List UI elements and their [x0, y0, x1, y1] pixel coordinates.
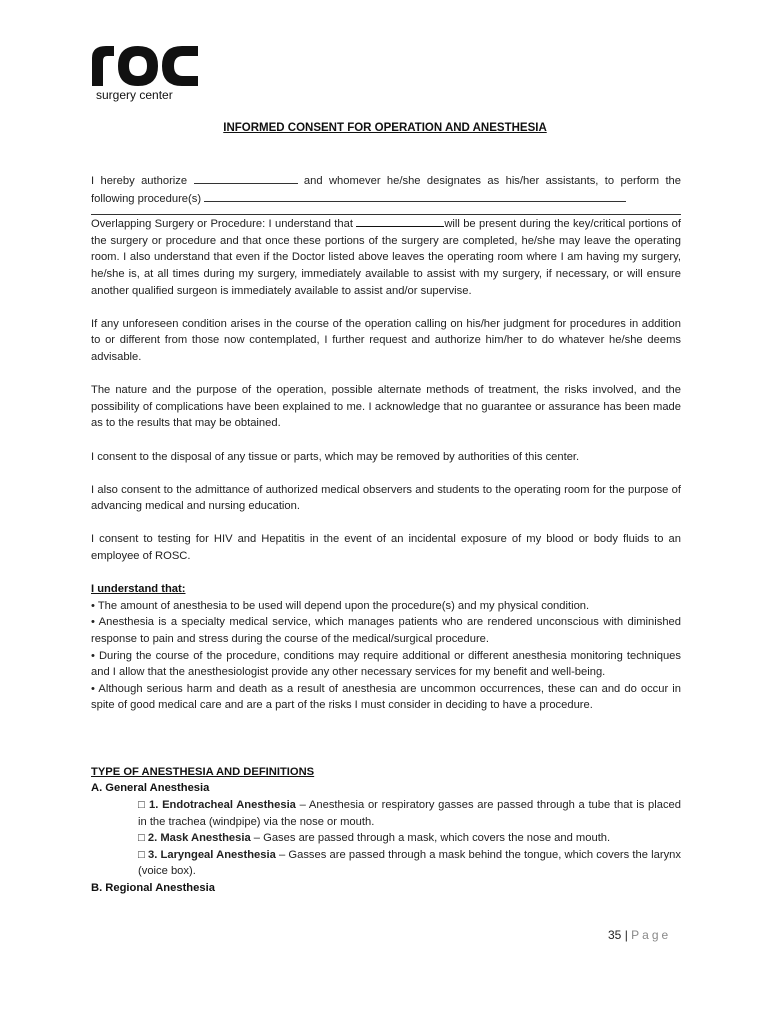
- option-name: 3. Laryngeal Anesthesia: [148, 848, 276, 861]
- option-name: 2. Mask Anesthesia: [147, 832, 251, 845]
- understand-bullet: • The amount of anesthesia to be used will depend upon the procedure(s) and my physical condition.: [91, 599, 590, 612]
- general-anesthesia-heading: A. General Anesthesia: [91, 782, 210, 795]
- option-name: 1. Endotracheal Anesthesia: [149, 798, 296, 811]
- document-body: [91, 172, 681, 897]
- checkbox-icon[interactable]: □: [138, 848, 145, 861]
- nature-paragraph: The nature and the purpose of the operation, possible alternate methods of treatment, the risks involved, and the possibility of complications have been explained to me. I acknowledge that no guarantee or assurance has been made as to the results that may be obtained.: [91, 384, 681, 430]
- overlap-text-2: will be present during the key/critical portions of the surgery or procedure and that once these portions of the surgery are completed, he/she may leave the operating room. I also understand that even if the Doctor listed above leaves the operating room where I am having my surgery, he/she is, at all times during my surgery, immediately available to assist with my surgery, if necessary, or will ensure another qualified surgeon is immediately available to assist and/or supervise.: [91, 218, 681, 297]
- roc-logo-mark: [90, 42, 202, 88]
- option-desc: – Gasses are passed through a mask behind the tongue, which covers the larynx (voice box).: [138, 848, 681, 878]
- anesthesia-option-endotracheal: [91, 797, 681, 830]
- understand-bullet: • During the course of the procedure, conditions may require additional or different anesthesia monitoring techniques and I allow that the anesthesiologist provide any other necessary services for my benefit and well-being.: [91, 649, 681, 679]
- authorize-paragraph: [91, 172, 681, 207]
- procedure-blank[interactable]: [204, 190, 626, 202]
- unforeseen-paragraph: If any unforeseen condition arises in the course of the operation calling on his/her judgment for procedures in addition to or different from those now contemplated, I further request and authorize him/her to do whatever he/she deems advisable.: [91, 317, 681, 363]
- understand-bullet: • Anesthesia is a specialty medical service, which manages patients who are rendered unconscious with diminished response to pain and stress during the course of the medical/surgical procedure.: [91, 616, 681, 646]
- roc-logo: [90, 42, 202, 104]
- overlap-text-1: Overlapping Surgery or Procedure: I understand that: [91, 218, 353, 231]
- authorize-text-1: I hereby authorize: [91, 175, 188, 187]
- disposal-paragraph: I consent to the disposal of any tissue or parts, which may be removed by authorities of this center.: [91, 450, 580, 463]
- checkbox-icon[interactable]: □: [138, 798, 146, 811]
- anesthesia-option-laryngeal: [91, 847, 681, 880]
- understand-bullet: • Although serious harm and death as a result of anesthesia are uncommon occurrences, these can and do occur in spite of good medical care and are a part of the risks I must consider in deciding to have a procedure.: [91, 682, 681, 712]
- page-footer: [608, 928, 671, 942]
- overlap-paragraph: [91, 215, 681, 299]
- anesthesia-option-mask: [91, 830, 681, 847]
- logo-subtitle: surgery center: [96, 88, 173, 102]
- page-number: 35: [608, 928, 622, 942]
- document-title: INFORMED CONSENT FOR OPERATION AND ANESTHESIA: [223, 122, 547, 134]
- option-desc: – Gases are passed through a mask, which covers the nose and mouth.: [250, 832, 611, 845]
- types-heading: TYPE OF ANESTHESIA AND DEFINITIONS: [91, 765, 315, 778]
- page-label: Page: [631, 928, 672, 942]
- regional-anesthesia-heading: B. Regional Anesthesia: [91, 881, 215, 894]
- understand-heading: I understand that:: [91, 583, 186, 596]
- authorize-text-2: and whomever he/she designates as his/her assistants, to perform the following procedure(s): [91, 175, 681, 205]
- surgeon-present-blank[interactable]: [356, 215, 444, 227]
- observers-paragraph: I also consent to the admittance of authorized medical observers and students to the operating room for the purpose of advancing medical and nursing education.: [91, 483, 681, 513]
- footer-separator: |: [624, 928, 628, 942]
- testing-paragraph: I consent to testing for HIV and Hepatitis in the event of an incidental exposure of my blood or body fluids to an employee of ROSC.: [91, 533, 681, 563]
- option-desc: – Anesthesia or respiratory gasses are passed through a tube that is placed in the trachea (windpipe) via the nose or mouth.: [138, 798, 682, 828]
- surgeon-name-blank[interactable]: [194, 172, 298, 184]
- checkbox-icon[interactable]: □: [138, 832, 145, 845]
